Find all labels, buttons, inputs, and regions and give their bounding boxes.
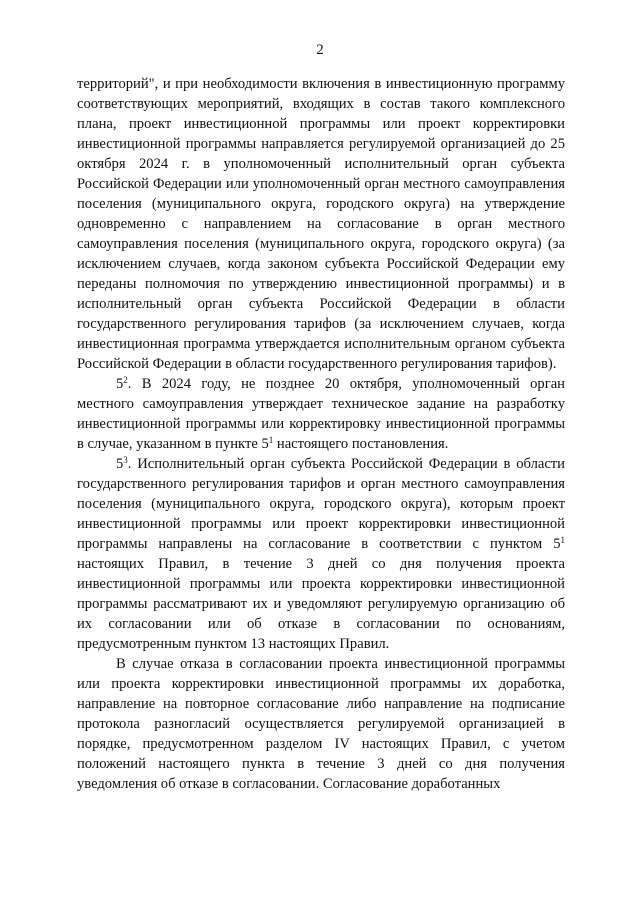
reference-superscript: 1 (268, 435, 274, 445)
clause-number-superscript: 3 (123, 455, 128, 465)
page-number: 2 (316, 42, 324, 58)
paragraph-5-2 (77, 374, 565, 454)
paragraph-refusal-case: В случае отказа в согласовании проекта инвестиционной программы или проекта корректировки инвестиционной программы их доработка, направление на повторное согласование либо направление на подписание протокола разногласий осуществляется регулируемой организацией в порядке, предусмотренном разделом IV настоящих Правил, с учетом положений настоящего пункта в течение 3 дней со дня получения уведомления об отказе в согласовании. Согласование доработанных (77, 656, 565, 792)
clause-number: 5 (116, 376, 124, 392)
paragraph-text-start: . В 2024 году, не позднее 20 октября, уполномоченный орган местного самоуправления утверждает техническое задание на разработку инвестиционной программы или корректировку инвестиционной программы в случае, указанном в пункте 5 (77, 376, 565, 452)
paragraph-text-end: настоящих Правил, в течение 3 дней со дня получения проекта инвестиционной программы или проекта корректировки инвестиционной программы рассматривают их и уведомляют регулируемую организацию об их согласовании или об отказе в согласовании по основаниям, предусмотренным пунктом 13 настоящих Правил. (77, 556, 565, 652)
paragraph-text-start: . Исполнительный орган субъекта Российской Федерации в области государственного регулирования тарифов и орган местного самоуправления поселения (муниципального округа, городского округа), которым проект инвестиционной программы или проект корректировки инвестиционной программы направлены на согласование в соответствии с пунктом 5 (77, 456, 565, 552)
paragraph-text-end: настоящего постановления. (273, 436, 449, 452)
document-body (77, 74, 565, 794)
reference-superscript: 1 (560, 535, 565, 545)
paragraph-5-3 (77, 454, 565, 654)
paragraph-continuation: территорий", и при необходимости включения в инвестиционную программу соответствующих мероприятий, входящих в состав такого комплексного плана, проект инвестиционной программы или проект корректировки инвестиционной программы направляется регулируемой организацией до 25 октября 2024 г. в уполномоченный исполнительный орган субъекта Российской Федерации или уполномоченный орган местного самоуправления поселения (муниципального округа, городского округа) на утверждение одновременно с направлением на согласование в орган местного самоуправления поселения (муниципального округа, городского округа) (за исключением случаев, когда законом субъекта Российской Федерации ему переданы полномочия по утверждению инвестиционной программы) и в исполнительный орган субъекта Российской Федерации в области государственного регулирования тарифов (за исключением случаев, когда инвестиционная программа утверждается исполнительным органом субъекта Российской Федерации в области государственного регулирования тарифов). (77, 76, 565, 372)
clause-number-superscript: 2 (123, 375, 128, 385)
clause-number: 5 (116, 456, 124, 472)
